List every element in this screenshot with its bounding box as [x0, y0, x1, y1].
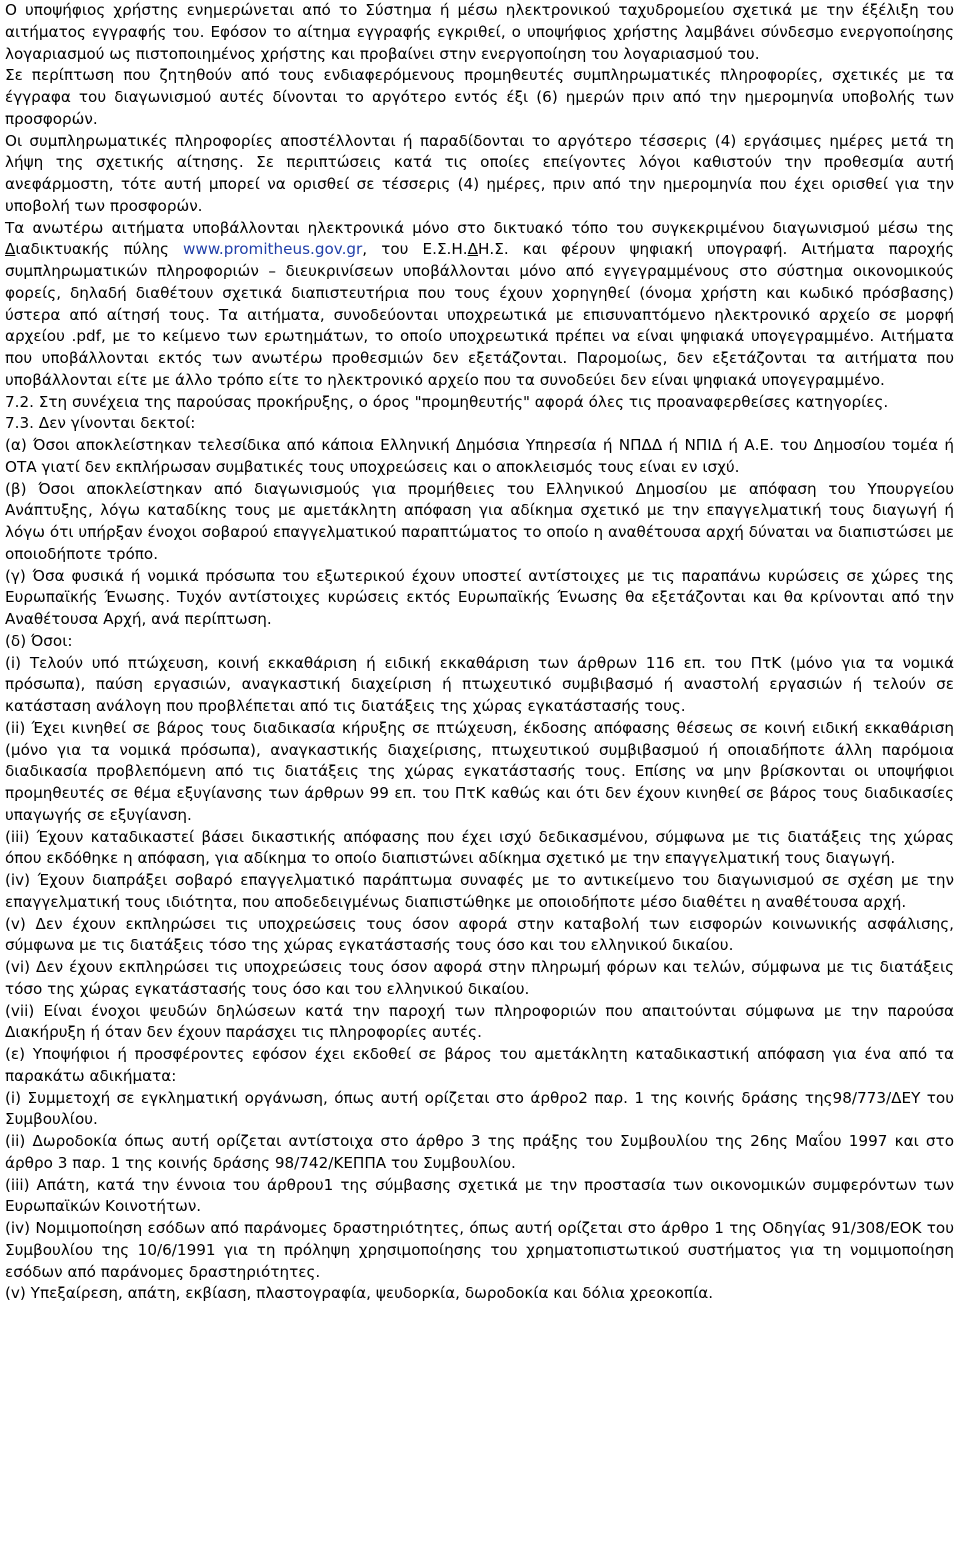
portal-initial: Δ	[5, 240, 16, 259]
paragraph-exclusion-d-i: (i) Τελούν υπό πτώχευση, κοινή εκκαθάριση ή ειδική εκκαθάριση των άρθρων 116 επ. του ΠτΚ (μόνο για τα νομικά πρόσωπα), παύση εργασιών, αναγκαστική διαχείριση ή πτωχευτικό συμβιβασμό ή αναστολή εργασιών ή τελούν σε κατάσταση ανάλογη που προβλέπεται από τις διατάξεις της χώρας εγκατάστασής τους.	[5, 653, 954, 715]
paragraph-registration-notice: Ο υποψήφιος χρήστης ενημερώνεται από το Σύστημα ή μέσω ηλεκτρονικού ταχυδρομείου σχετικά με την έξέλιξη του αιτήματος εγγραφής του. Εφόσον το αίτημα εγγραφής εγκριθεί, ο υποψήφιος χρήστης λαμβάνει σύνδεσμο ενεργοποίησης λογαριασμού ως πιστοποιημένος χρήστης και προβαίνει στην ενεργοποίηση του λογαριασμού του.	[5, 1, 954, 63]
paragraph-exclusion-d-v: (v) Δεν έχουν εκπληρώσει τις υποχρεώσεις τους όσον αφορά στην καταβολή των εισφορών κοινωνικής ασφάλισης, σύμφωνα με τις διατάξεις τόσο της χώρας εγκατάστασής τους όσο και του ελληνικού δικαίου.	[5, 914, 954, 955]
paragraph-supplementary-info-delivery: Οι συμπληρωματικές πληροφορίες αποστέλλονται ή παραδίδονται το αργότερο τέσσερις (4) εργάσιμες ημέρες μετά τη λήψη της σχετικής αίτησης. Σε περιπτώσεις κατά τις οποίες επείγοντες λόγοι καθιστούν την προθεσμία αυτή ανεφάρμοστη, τότε αυτή μπορεί να ορισθεί σε τέσσερις (4) ημέρες, πριν από την ημερομηνία που έχει ορισθεί για την υποβολή των προσφορών.	[5, 131, 954, 215]
paragraph-exclusion-d-vii: (vii) Είναι ένοχοι ψευδών δηλώσεων κατά την παροχή των πληροφοριών που απαιτούνται σύμφωνα με την παρούσα Διακήρυξη ή όταν δεν έχουν παράσχει τις πληροφορίες αυτές.	[5, 1001, 954, 1042]
requests-text-pre: Τα ανωτέρω αιτήματα υποβάλλονται ηλεκτρονικά μόνο στο δικτυακό τόπο του συγκεκριμένου διαγωνισμού μέσω της	[5, 218, 954, 237]
requests-text-rest: Η.Σ. και φέρουν ψηφιακή υπογραφή. Αιτήματα παροχής συμπληρωματικών πληροφοριών – διευκρινίσεων υποβάλλονται μόνο από εγγεγραμμένους στο σύστημα οικονομικούς φορείς, δηλαδή διαθέτουν σχετικά διαπιστευτήρια που τους έχουν χορηγηθεί (όνομα χρήστη και κωδικό πρόσβασης) ύστερα από αίτησή τους. Τα αιτήματα, συνοδεύονται υποχρεωτικά με επισυναπτόμενο ηλεκτρονικό αρχείο σε μορφή αρχείου .pdf, με το κείμενο των ερωτημάτων, το οποίο υποχρεωτικά πρέπει να είναι ψηφιακά υπογεγραμμένο. Αιτήματα που υποβάλλονται εκτός των ανωτέρω προθεσμιών δεν εξετάζονται. Παρομοίως, δεν εξετάζονται τα αιτήματα που υποβάλλονται είτε με άλλο τρόπο είτε το ηλεκτρονικό αρχείο που τα συνοδεύει δεν είναι ψηφιακά υπογεγραμμένο.	[5, 240, 954, 389]
paragraph-exclusion-e-ii: (ii) Δωροδοκία όπως αυτή ορίζεται αντίστοιχα στο άρθρο 3 της πράξης του Συμβουλίου της 26ης Μαΐου 1997 και στο άρθρο 3 παρ. 1 της κοινής δράσης 98/742/ΚΕΠΠΑ του Συμβουλίου.	[5, 1132, 954, 1172]
promitheus-link[interactable]: www.promitheus.gov.gr	[183, 240, 363, 259]
requests-text-post: , του Ε.Σ.Η.	[362, 240, 468, 259]
paragraph-section-7-3-heading: 7.3. Δεν γίνονται δεκτοί:	[5, 414, 196, 433]
paragraph-exclusion-a: (α) Όσοι αποκλείστηκαν τελεσίδικα από κάποια Ελληνική Δημόσια Υπηρεσία ή ΝΠΔΔ ή ΝΠΙΔ ή Α.Ε. του Δημοσίου τομέα ή ΟΤΑ γιατί δεν εκπλήρωσαν συμβατικές τους υποχρεώσεις και ο αποκλεισμός τους είναι εν ισχύ.	[5, 436, 954, 476]
paragraph-electronic-requests	[5, 218, 954, 392]
paragraph-exclusion-d-heading: (δ) Όσοι:	[5, 631, 73, 650]
paragraph-exclusion-e-iv: (iv) Νομιμοποίηση εσόδων από παράνομες δραστηριότητες, όπως αυτή ορίζεται στο άρθρο 1 της Οδηγίας 91/308/ΕΟΚ του Συμβουλίου της 10/6/1991 για τη πρόληψη χρησιμοποίησης του χρηματοπιστωτικού συστήματος για τη νομιμοποίηση εσόδων από παράνομες δραστηριότητες.	[5, 1219, 954, 1281]
paragraph-exclusion-d-iv: (iv) Έχουν διαπράξει σοβαρό επαγγελματικό παράπτωμα συναφές με το αντικείμενο του διαγωνισμού σε σχέση με την επαγγελματική τους ιδιότητα, που αποδεδειγμένως διαπιστώθηκε με οποιοδήποτε μέσο διαθέτει η αναθέτουσα αρχή.	[5, 871, 954, 911]
paragraph-section-7-2: 7.2. Στη συνέχεια της παρούσας προκήρυξης, ο όρος "προμηθευτής" αφορά όλες τις προαναφερθείσες κατηγορίες.	[5, 392, 889, 411]
esidis-initial: Δ	[467, 240, 479, 259]
paragraph-exclusion-c: (γ) Όσα φυσικά ή νομικά πρόσωπα του εξωτερικού έχουν υποστεί αντίστοιχες με τις παραπάνω κυρώσεις σε χώρες της Ευρωπαϊκής Ένωσης. Τυχόν αντίστοιχες κυρώσεις εκτός Ευρωπαϊκής Ένωσης θα εξετάζονται και θα κρίνονται από την Αναθέτουσα Αρχή, ανά περίπτωση.	[5, 566, 954, 628]
paragraph-supplementary-info-deadline: Σε περίπτωση που ζητηθούν από τους ενδιαφερόμενους προμηθευτές συμπληρωματικές πληροφορίες, σχετικές με τα έγγραφα του διαγωνισμού αυτές δίνονται το αργότερο εντός έξι (6) ημερών πριν από την ημερομηνία υποβολής των προσφορών.	[5, 66, 954, 128]
paragraph-exclusion-e-heading: (ε) Υποψήφιοι ή προσφέροντες εφόσον έχει εκδοθεί σε βάρος του αμετάκλητη καταδικαστική απόφαση για ένα από τα παρακάτω αδικήματα:	[5, 1045, 954, 1085]
paragraph-exclusion-d-vi: (vi) Δεν έχουν εκπληρώσει τις υποχρεώσεις τους όσον αφορά στην πληρωμή φόρων και τελών, σύμφωνα με τις διατάξεις τόσο της χώρας εγκατάστασής τους όσο και του ελληνικού δικαίου.	[5, 958, 954, 998]
portal-label: ιαδικτυακής πύλης	[15, 240, 183, 259]
paragraph-exclusion-b: (β) Όσοι αποκλείστηκαν από διαγωνισμούς για προμήθειες του Ελληνικού Δημοσίου με απόφαση του Υπουργείου Ανάπτυξης, λόγω καταδίκης τους με αμετάκλητη απόφαση για αδίκημα σχετικό με την επαγγελματική τους διαγωγή ή λόγω ότι υπήρξαν ένοχοι σοβαρού επαγγελματικού παραπτώματος το οποίο η αναθέτουσα αρχή δύναται να διαπιστώσει με οποιοδήποτε τρόπο.	[5, 479, 954, 563]
paragraph-exclusion-e-v: (v) Υπεξαίρεση, απάτη, εκβίαση, πλαστογραφία, ψευδορκία, δωροδοκία και δόλια χρεοκοπία.	[5, 1284, 714, 1303]
paragraph-exclusion-d-ii: (ii) Έχει κινηθεί σε βάρος τους διαδικασία κήρυξης σε πτώχευση, έκδοσης απόφασης θέσεως σε κοινή ειδική εκκαθάριση (μόνο για τα νομικά πρόσωπα), αναγκαστικής διαχείρισης, πτωχευτικού συμβιβασμού ή οποιαδήποτε άλλη παρόμοια διαδικασία προβλεπόμενη από τις διατάξεις της χώρας εγκατάστασής τους. Επίσης να μην βρίσκονται οι υποψήφιοι προμηθευτές σε θέμα εξυγίανσης των άρθρων 99 επ. του ΠτΚ καθώς και ότι δεν έχουν κινηθεί σε βάρος τους διαδικασίες υπαγωγής σε εξυγίανση.	[5, 718, 954, 824]
paragraph-exclusion-d-iii: (iii) Έχουν καταδικαστεί βάσει δικαστικής απόφασης που έχει ισχύ δεδικασμένου, σύμφωνα με τις διατάξεις της χώρας όπου εκδόθηκε η απόφαση, για αδίκημα το οποίο διαπιστώνει αδίκημα σχετικό με την επαγγελματική τους διαγωγή.	[5, 827, 954, 868]
paragraph-exclusion-e-iii: (iii) Απάτη, κατά την έννοια του άρθρου1 της σύμβασης σχετικά με την προστασία των οικονομικών συμφερόντων των Ευρωπαϊκών Κοινοτήτων.	[5, 1175, 954, 1216]
paragraph-exclusion-e-i: (i) Συμμετοχή σε εγκληματική οργάνωση, όπως αυτή ορίζεται στο άρθρο2 παρ. 1 της κοινής δράσης της98/773/ΔΕΥ του Συμβουλίου.	[5, 1088, 954, 1129]
